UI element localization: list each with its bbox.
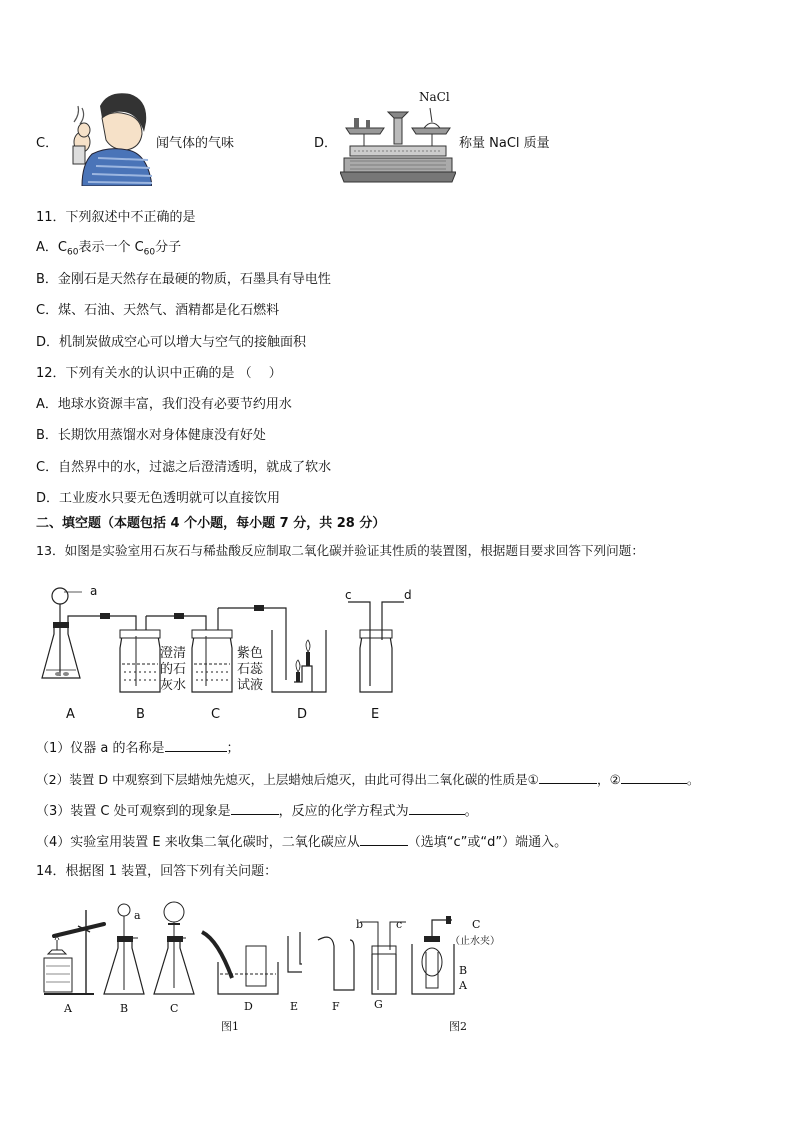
q11-option-a: A．$C_{60}$表示一个 $C_{60}$分子 <box>36 240 182 258</box>
q11-stem: 11．下列叙述中不正确的是 <box>36 210 196 225</box>
q14-fig1-caption-g: G <box>374 998 383 1011</box>
nacl-label: NaCl <box>419 90 450 104</box>
q14-fig2-label-b: B <box>459 964 468 977</box>
q13-part-1: （1）仪器 a 的名称是 ； <box>36 741 240 756</box>
q13-litmus-label: 紫色 石蕊 试液 <box>237 646 264 693</box>
q12-stem: 12．下列有关水的认识中正确的是 （ ） <box>36 366 282 381</box>
q13-apparatus-figure <box>36 586 426 698</box>
q13-p2-blank-1[interactable] <box>539 771 597 784</box>
q14-fig2-label-c: C <box>472 918 481 931</box>
q13-fig-label-a: a <box>90 584 98 598</box>
q14-fig1-caption-f: F <box>332 1000 340 1013</box>
q14-fig1-caption-e: E <box>290 1000 299 1013</box>
q12-option-d: D．工业废水只要无色透明就可以直接饮用 <box>36 491 281 506</box>
q13-p1-blank[interactable] <box>165 739 227 752</box>
q13-part-2: （2）装置 D 中观察到下层蜡烛先熄灭，上层蜡烛后熄灭，由此可得出二氧化碳的性质是① ，② 。 <box>36 772 700 787</box>
q14-fig1-caption-b: B <box>120 1002 129 1015</box>
q14-fig2-clip-label: （止水夹） <box>450 936 500 947</box>
section-2-heading: 二、填空题（本题包括 4 个小题，每小题 7 分，共 28 分） <box>36 516 386 531</box>
q12-option-a: A．地球水资源丰富，我们没有必要节约用水 <box>36 397 292 412</box>
q14-stem: 14．根据图 1 装置，回答下列有关问题： <box>36 864 278 879</box>
q13-fig-caption-a: A <box>66 707 75 722</box>
option-d-label: D． <box>314 136 338 151</box>
q14-apparatus-figure <box>38 896 488 1004</box>
q11-option-c: C．煤、石油、天然气、酒精都是化石燃料 <box>36 303 280 318</box>
q12-option-b: B．长期饮用蒸馏水对身体健康没有好处 <box>36 428 266 443</box>
q13-limewater-label: 澄清 的石 灰水 <box>160 646 187 693</box>
q13-stem: 13．如图是实验室用石灰石与稀盐酸反应制取二氧化碳并验证其性质的装置图，根据题目要求回答下列问题： <box>36 543 644 558</box>
balance-illustration <box>340 104 456 186</box>
q14-fig-label-a-small: a <box>134 909 141 922</box>
q13-fig-caption-d: D <box>297 707 308 722</box>
q14-fig1-caption-c: C <box>170 1002 179 1015</box>
smell-gas-illustration <box>68 88 152 186</box>
q13-p3-blank-1[interactable] <box>231 802 279 815</box>
q14-fig1-caption: 图1 <box>221 1020 239 1033</box>
option-c-label: C． <box>36 136 59 151</box>
q14-fig2-label-a: A <box>459 979 467 992</box>
q14-fig1-caption-d: D <box>244 1000 253 1013</box>
q14-fig-label-b-small: b <box>356 918 364 931</box>
q12-option-c: C．自然界中的水，过滤之后澄清透明，就成了软水 <box>36 460 332 475</box>
q13-p4-blank[interactable] <box>360 833 408 846</box>
q11-option-d: D．机制炭做成空心可以增大与空气的接触面积 <box>36 335 307 350</box>
q14-fig1-caption-a: A <box>64 1002 72 1015</box>
q13-part-4: （4）实验室用装置 E 来收集二氧化碳时，二氧化碳应从 （选填“c”或“d”）端通入。 <box>36 835 568 850</box>
q13-part-3: （3）装置 C 处可观察到的现象是 ，反应的化学方程式为 。 <box>36 804 478 819</box>
q13-p3-blank-2[interactable] <box>409 802 465 815</box>
option-d-text: 称量 NaCl 质量 <box>459 136 550 151</box>
q14-fig-label-c-small: c <box>396 918 403 931</box>
q13-fig-label-d: d <box>404 588 412 602</box>
q14-fig2-caption: 图2 <box>449 1020 467 1033</box>
q13-fig-label-c: c <box>345 588 352 602</box>
q13-fig-caption-e: E <box>371 707 380 722</box>
q11-option-b: B．金刚石是天然存在最硬的物质，石墨具有导电性 <box>36 272 331 287</box>
q13-fig-caption-c: C <box>211 707 221 722</box>
q13-p2-blank-2[interactable] <box>621 771 687 784</box>
q13-fig-caption-b: B <box>136 707 145 722</box>
option-c-text: 闻气体的气味 <box>156 136 235 151</box>
